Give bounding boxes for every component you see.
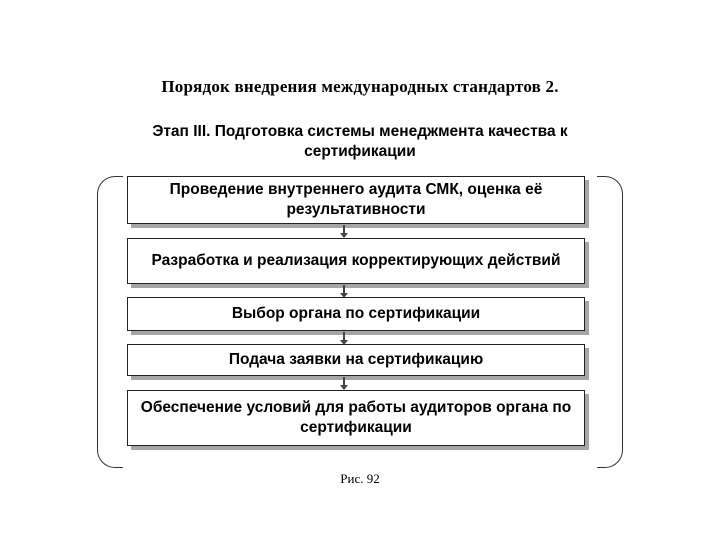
- flow-arrow-3: [343, 332, 345, 341]
- page-title: Порядок внедрения международных стандартов 2.: [161, 77, 559, 96]
- flow-arrow-1: [343, 225, 345, 234]
- flow-arrow-2: [343, 285, 345, 294]
- stage-title: Этап III. Подготовка системы менеджмента качества к сертификации: [152, 123, 568, 160]
- flow-arrow-4: [343, 377, 345, 386]
- step-auditor-conditions: Обеспечение условий для работы аудиторов органа по сертификации: [127, 390, 585, 446]
- step-choose-certification-body: Выбор органа по сертификации: [127, 297, 585, 331]
- step-submit-application: Подача заявки на сертификацию: [127, 344, 585, 376]
- figure-caption: Рис. 92: [340, 471, 380, 486]
- step-internal-audit: Проведение внутреннего аудита СМК, оценка её результативности: [127, 176, 585, 224]
- step-corrective-actions: Разработка и реализация корректирующих действий: [127, 238, 585, 284]
- left-bracket: [97, 176, 123, 468]
- right-bracket: [597, 176, 623, 468]
